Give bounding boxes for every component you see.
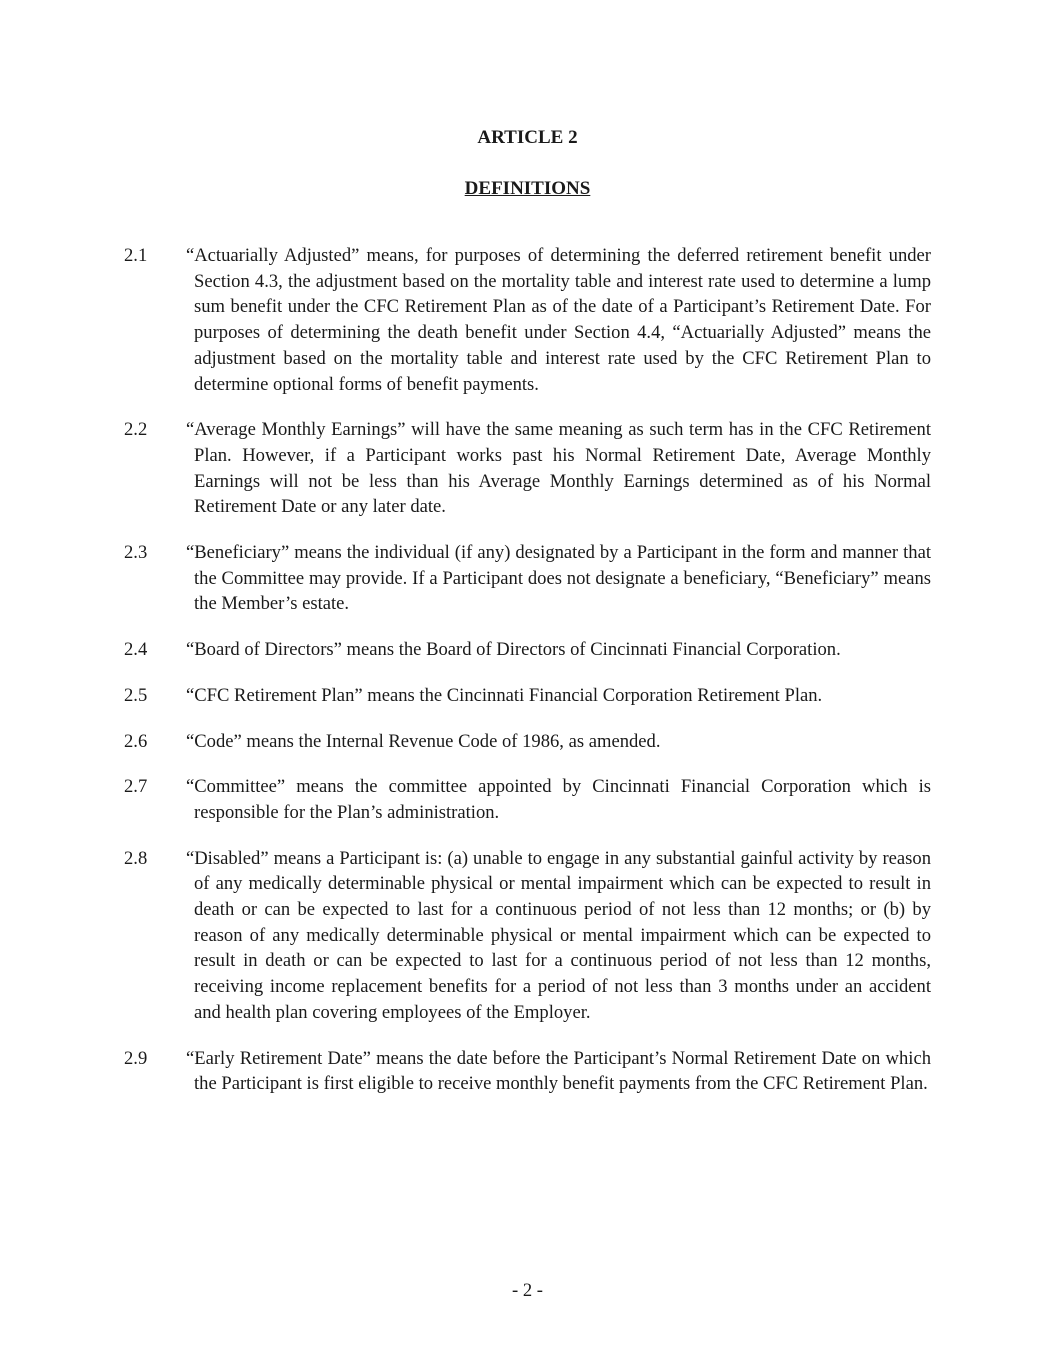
definition-text: “Committee” means the committee appointed by Cincinnati Financial Corporation which is responsible for the Plan’s administration.: [186, 776, 931, 823]
page-number: - 2 -: [512, 1280, 543, 1301]
definition-text: “Beneficiary” means the individual (if any) designated by a Participant in the form and manner that the Committee may provide. If a Participant does not designate a beneficiary, “Beneficiary” means the Member’s estate.: [186, 542, 931, 615]
definition-item: [124, 683, 931, 709]
definition-number: 2.2: [124, 419, 148, 441]
definition-item: [124, 774, 931, 825]
definition-item: [124, 729, 931, 755]
definition-text: “Early Retirement Date” means the date before the Participant’s Normal Retirement Date on which the Participant is first eligible to receive monthly benefit payments from the CFC Retirement Plan.: [186, 1047, 931, 1095]
definition-text: “Code” means the Internal Revenue Code of 1986, as amended.: [186, 730, 661, 752]
definition-item: [124, 540, 931, 617]
definition-text: “Disabled” means a Participant is: (a) unable to engage in any substantial gainful activity by reason of any medically determinable physical or mental impairment which can be expected to result in death or can be expected to last for a continuous period of not less than 12 months; or (b) by reason of any medically determinable physical or mental impairment which can be expected to result in death or can be expected to last for a continuous period of not less than 12 months, receiving income replacement benefits for a period of not less than 3 months under an accident and health plan covering employees of the Employer.: [186, 847, 931, 1023]
definition-number: 2.1: [124, 245, 148, 266]
definition-number: 2.7: [124, 776, 148, 798]
definition-text: “Actuarially Adjusted” means, for purposes of determining the deferred retirement benefit under Section 4.3, the adjustment based on the mortality table and interest rate used to determine a lump sum benefit under the CFC Retirement Plan as of the date of a Participant’s Retirement Date. For purposes of determining the death benefit under Section 4.4, “Actuarially Adjusted” means the adjustment based on the mortality table and interest rate used by the CFC Retirement Plan to determine optional forms of benefit payments.: [186, 245, 931, 395]
definition-item: [124, 243, 931, 397]
definition-number: 2.6: [124, 730, 148, 752]
article-title: ARTICLE 2: [477, 127, 578, 148]
definitions-list: [124, 243, 931, 1117]
definition-item: [124, 1046, 931, 1097]
definition-text: “Average Monthly Earnings” will have the same meaning as such term has in the CFC Retirement Plan. However, if a Participant works past his Normal Retirement Date, Average Monthly Earnings will not be less than his Average Monthly Earnings determined as of his Normal Retirement Date or any later date.: [186, 419, 931, 518]
definition-text: “Board of Directors” means the Board of Directors of Cincinnati Financial Corporation.: [186, 639, 841, 661]
section-title: DEFINITIONS: [464, 178, 591, 199]
definition-number: 2.4: [124, 639, 148, 661]
definition-item: [124, 417, 931, 520]
definition-number: 2.8: [124, 847, 148, 869]
definition-number: 2.5: [124, 684, 148, 706]
definition-text: “CFC Retirement Plan” means the Cincinnati Financial Corporation Retirement Plan.: [186, 684, 823, 706]
definition-number: 2.3: [124, 542, 148, 564]
definition-number: 2.9: [124, 1047, 148, 1069]
definition-item: [124, 637, 931, 663]
definition-item: [124, 846, 931, 1026]
